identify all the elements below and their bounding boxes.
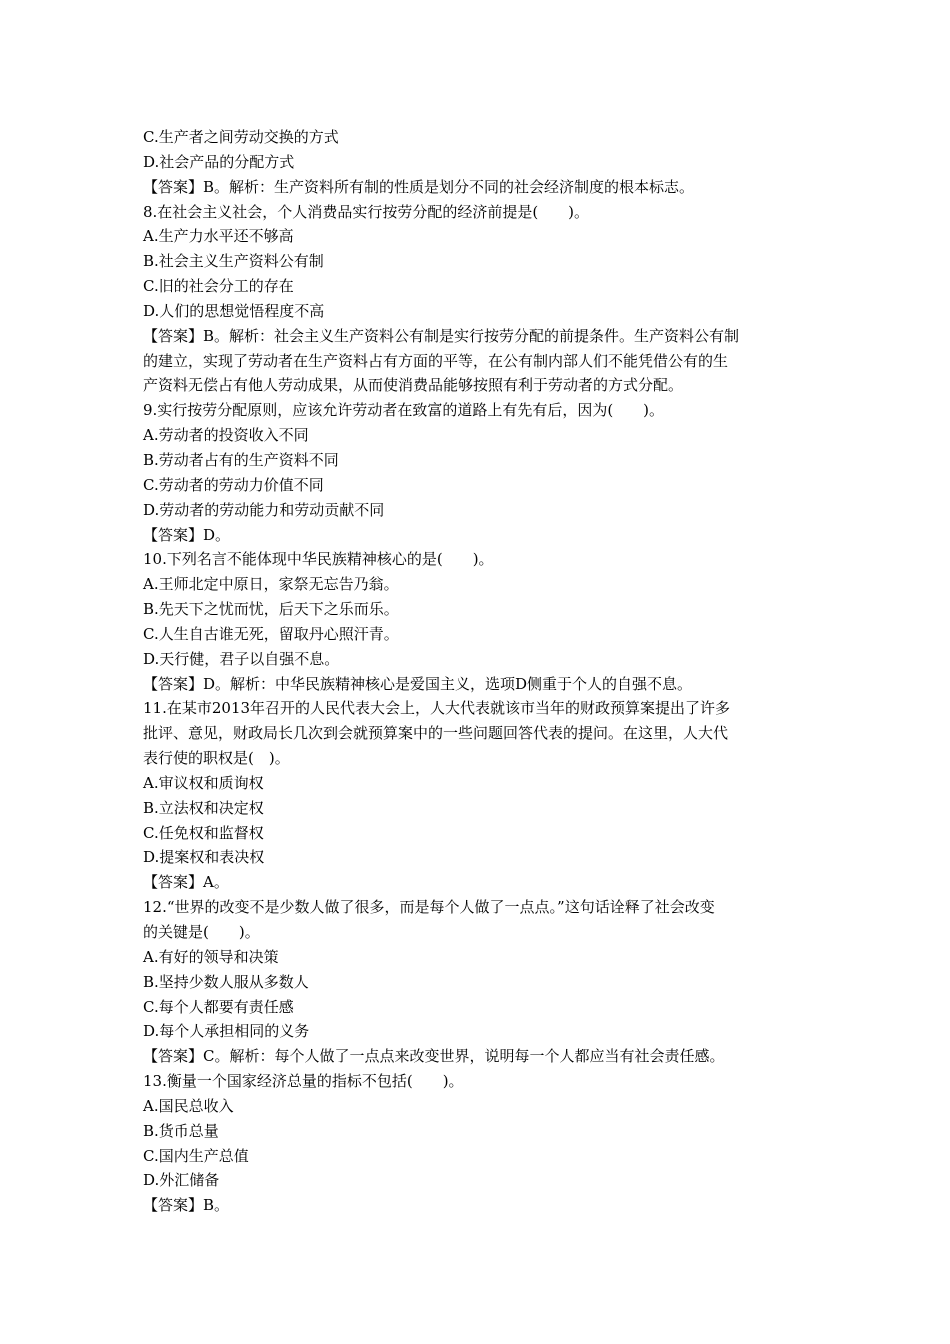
- q11-answer: 【答案】A。: [143, 873, 229, 892]
- q12-option-a: A.有好的领导和决策: [143, 947, 279, 966]
- q7-option-d: D.社会产品的分配方式: [143, 152, 295, 171]
- q8-answer-line-1: 【答案】B。解析：社会主义生产资料公有制是实行按劳分配的前提条件。生产资料公有制: [143, 326, 740, 345]
- q12-option-b: B.坚持少数人服从多数人: [143, 972, 309, 991]
- q10-option-c: C.人生自古谁无死，留取丹心照汗青。: [143, 624, 399, 643]
- q11-option-d: D.提案权和表决权: [143, 848, 265, 867]
- q12-question-line-1: 12.“世界的改变不是少数人做了很多，而是每个人做了一点点。”这句话诠释了社会改变: [143, 898, 715, 917]
- q11-option-a: A.审议权和质询权: [143, 773, 264, 792]
- q12-option-c: C.每个人都要有责任感: [143, 997, 294, 1016]
- q11-option-b: B.立法权和决定权: [143, 798, 264, 817]
- q13-question: 13.衡量一个国家经济总量的指标不包括( )。: [143, 1072, 464, 1091]
- q8-option-d: D.人们的思想觉悟程度不高: [143, 301, 325, 320]
- q8-option-c: C.旧的社会分工的存在: [143, 277, 294, 296]
- q13-option-c: C.国内生产总值: [143, 1146, 249, 1165]
- q10-option-b: B.先天下之忧而忧，后天下之乐而乐。: [143, 600, 399, 619]
- q9-answer: 【答案】D。: [143, 525, 231, 544]
- document-page: [143, 125, 808, 1218]
- q12-option-d: D.每个人承担相同的义务: [143, 1022, 310, 1041]
- q8-option-a: A.生产力水平还不够高: [143, 227, 294, 246]
- q9-option-a: A.劳动者的投资收入不同: [143, 426, 309, 445]
- q11-question-line-3: 表行使的职权是( )。: [143, 749, 290, 768]
- q10-option-a: A.王师北定中原日，家祭无忘告乃翁。: [143, 575, 399, 594]
- q7-option-c: C.生产者之间劳动交换的方式: [143, 128, 339, 146]
- q9-option-d: D.劳动者的劳动能力和劳动贡献不同: [143, 500, 385, 519]
- q12-question-line-2: 的关键是( )。: [143, 923, 260, 941]
- q9-question: 9.实行按劳分配原则，应该允许劳动者在致富的道路上有先有后，因为( )。: [143, 401, 665, 420]
- q10-question: 10.下列名言不能体现中华民族精神核心的是( )。: [143, 550, 494, 569]
- q9-option-c: C.劳动者的劳动力价值不同: [143, 475, 324, 494]
- q13-option-a: A.国民总收入: [143, 1096, 234, 1115]
- q12-answer: 【答案】C。解析：每个人做了一点点来改变世界，说明每一个人都应当有社会责任感。: [143, 1047, 725, 1066]
- q8-question: 8.在社会主义社会，个人消费品实行按劳分配的经济前提是( )。: [143, 202, 590, 221]
- q11-question-line-2: 批评、意见，财政局长几次到会就预算案中的一些问题回答代表的提问。在这里，人大代: [143, 724, 729, 743]
- q8-answer-line-2: 的建立，实现了劳动者在生产资料占有方面的平等，在公有制内部人们不能凭借公有的生: [143, 351, 729, 370]
- q13-option-b: B.货币总量: [143, 1121, 219, 1140]
- q13-option-d: D.外汇储备: [143, 1171, 220, 1190]
- q10-option-d: D.天行健，君子以自强不息。: [143, 649, 340, 668]
- q13-answer: 【答案】B。: [143, 1196, 230, 1215]
- q11-question-line-1: 11.在某市2013年召开的人民代表大会上，人大代表就该市当年的财政预算案提出了许多: [143, 699, 731, 718]
- q8-option-b: B.社会主义生产资料公有制: [143, 252, 324, 271]
- q10-answer: 【答案】D。解析：中华民族精神核心是爱国主义，选项D侧重于个人的自强不息。: [143, 674, 693, 693]
- q8-answer-line-3: 产资料无偿占有他人劳动成果，从而使消费品能够按照有利于劳动者的方式分配。: [143, 376, 684, 395]
- q7-answer: 【答案】B。解析：生产资料所有制的性质是划分不同的社会经济制度的根本标志。: [143, 177, 695, 196]
- q11-option-c: C.任免权和监督权: [143, 823, 264, 842]
- q9-option-b: B.劳动者占有的生产资料不同: [143, 450, 339, 469]
